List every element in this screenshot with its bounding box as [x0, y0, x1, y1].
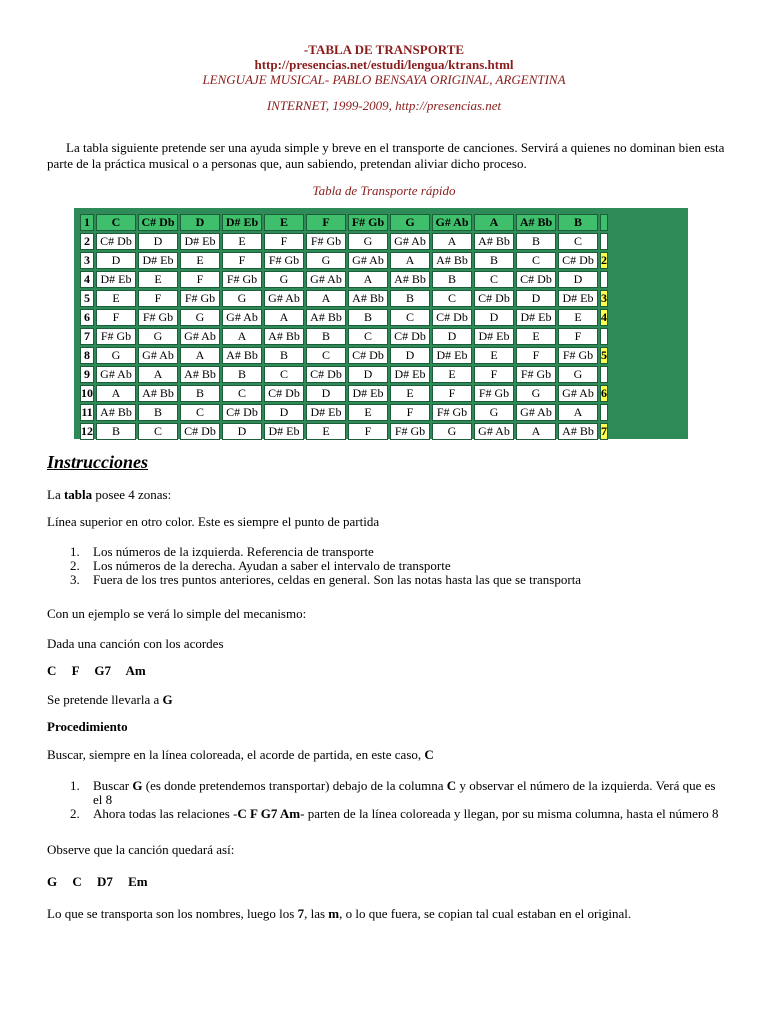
procedure-heading: Procedimiento: [47, 719, 128, 734]
note-cell: D# Eb: [96, 271, 136, 288]
note-cell: G: [390, 214, 430, 231]
note-cell: B: [558, 214, 598, 231]
note-cell: A: [306, 290, 346, 307]
note-cell: C: [516, 252, 556, 269]
note-cell: G# Ab: [390, 233, 430, 250]
note-cell: F: [558, 328, 598, 345]
note-cell: E: [474, 347, 514, 364]
note-cell: G: [264, 271, 304, 288]
note-cell: B: [96, 423, 136, 440]
note-cell: G: [180, 309, 220, 326]
note-cell: G: [558, 366, 598, 383]
note-cell: F# Gb: [180, 290, 220, 307]
note-cell: D# Eb: [474, 328, 514, 345]
final-line: Lo que se transporta son los nombres, luego los 7, las m, o lo que fuera, se copian tal cual estaban en el original.: [47, 906, 632, 921]
note-cell: C: [96, 214, 136, 231]
list-item: 2. Los números de la derecha. Ayudan a saber el intervalo de transporte: [70, 558, 451, 573]
note-cell: D: [516, 290, 556, 307]
note-cell: A# Bb: [264, 328, 304, 345]
note-cell: D: [348, 366, 388, 383]
note-cell: G: [516, 385, 556, 402]
note-cell: A: [516, 423, 556, 440]
interval-marker: 6: [601, 386, 607, 400]
note-cell: A: [432, 233, 472, 250]
note-cell: B: [348, 309, 388, 326]
row-number: 8: [80, 347, 94, 364]
note-cell: A# Bb: [558, 423, 598, 440]
table-row: [80, 347, 608, 364]
note-cell: F# Gb: [306, 233, 346, 250]
note-cell: D: [306, 385, 346, 402]
note-cell: C: [474, 271, 514, 288]
note-cell: D: [138, 233, 178, 250]
note-cell: D# Eb: [264, 423, 304, 440]
note-cell: F# Gb: [348, 214, 388, 231]
note-cell: E: [390, 385, 430, 402]
chords-transposed: G C D7 Em: [47, 874, 148, 889]
note-cell: D: [264, 404, 304, 421]
note-cell: A# Bb: [390, 271, 430, 288]
table-caption: Tabla de Transporte rápido: [312, 183, 456, 198]
note-cell: A: [390, 252, 430, 269]
note-cell: G: [306, 252, 346, 269]
note-cell: C# Db: [96, 233, 136, 250]
note-cell: F# Gb: [264, 252, 304, 269]
note-cell: D: [96, 252, 136, 269]
interval-marker: 7: [601, 424, 607, 438]
interval-marker: 5: [601, 348, 607, 362]
row-number: 6: [80, 309, 94, 326]
note-cell: C: [558, 233, 598, 250]
note-cell: A# Bb: [180, 366, 220, 383]
note-cell: A: [264, 309, 304, 326]
note-cell: F: [348, 423, 388, 440]
note-cell: F: [264, 233, 304, 250]
note-cell: C# Db: [474, 290, 514, 307]
note-cell: C: [390, 309, 430, 326]
note-cell: A: [222, 328, 262, 345]
row-number: 9: [80, 366, 94, 383]
note-cell: A# Bb: [516, 214, 556, 231]
empty-marker-cell: [600, 366, 608, 383]
note-cell: A: [180, 347, 220, 364]
note-cell: E: [222, 233, 262, 250]
note-cell: F: [138, 290, 178, 307]
interval-marker: 2: [601, 253, 607, 267]
note-cell: C: [306, 347, 346, 364]
note-cell: D# Eb: [138, 252, 178, 269]
note-cell: G# Ab: [516, 404, 556, 421]
note-cell: A# Bb: [432, 252, 472, 269]
row-number: 1: [80, 214, 94, 231]
note-cell: D# Eb: [222, 214, 262, 231]
note-cell: A: [96, 385, 136, 402]
note-cell: C: [180, 404, 220, 421]
note-cell: C: [432, 290, 472, 307]
intro-paragraph: La tabla siguiente pretende ser una ayuda simple y breve en el transporte de canciones. Servirá a quienes no dominan bien esta parte de la práctica musical o a personas que, aun sabiendo, pretendan aliviar dicho proceso.: [47, 140, 725, 171]
row-number: 11: [81, 405, 93, 419]
steps-list: [47, 779, 727, 821]
note-cell: C: [138, 423, 178, 440]
table-row: [80, 404, 608, 421]
note-cell: G# Ab: [474, 423, 514, 440]
note-cell: C# Db: [558, 252, 598, 269]
note-cell: D: [222, 423, 262, 440]
row-number: 4: [80, 271, 94, 288]
note-cell: C# Db: [264, 385, 304, 402]
note-cell: C# Db: [390, 328, 430, 345]
note-cell: E: [306, 423, 346, 440]
note-cell: C# Db: [138, 214, 178, 231]
note-cell: A# Bb: [138, 385, 178, 402]
note-cell: D# Eb: [306, 404, 346, 421]
row-number: 5: [80, 290, 94, 307]
note-cell: G: [138, 328, 178, 345]
list-item: 3. Fuera de los tres puntos anteriores, celdas en general. Son las notas hasta las que se transporta: [70, 572, 582, 587]
note-cell: F# Gb: [390, 423, 430, 440]
note-cell: C: [348, 328, 388, 345]
doc-title: -TABLA DE TRANSPORTE: [303, 42, 465, 57]
note-cell: G: [348, 233, 388, 250]
table-row: [80, 214, 608, 231]
doc-internet: INTERNET, 1999-2009, http://presencias.net: [266, 98, 502, 113]
note-cell: F# Gb: [138, 309, 178, 326]
note-cell: D: [432, 328, 472, 345]
note-cell: E: [180, 252, 220, 269]
note-cell: A# Bb: [474, 233, 514, 250]
note-cell: G: [222, 290, 262, 307]
note-cell: G# Ab: [222, 309, 262, 326]
note-cell: F# Gb: [432, 404, 472, 421]
observe-line: Observe que la canción quedará así:: [47, 842, 235, 857]
empty-marker-cell: [600, 404, 608, 421]
note-cell: D: [474, 309, 514, 326]
note-cell: E: [264, 214, 304, 231]
note-cell: C# Db: [432, 309, 472, 326]
row-number: 2: [80, 233, 94, 250]
note-cell: F: [306, 214, 346, 231]
note-cell: C# Db: [348, 347, 388, 364]
note-cell: D# Eb: [558, 290, 598, 307]
doc-url: http://presencias.net/estudi/lengua/ktrans.html: [254, 57, 514, 72]
note-cell: G: [474, 404, 514, 421]
note-cell: B: [138, 404, 178, 421]
instructions-heading: Instrucciones: [47, 452, 149, 472]
note-cell: B: [474, 252, 514, 269]
note-cell: G: [432, 423, 472, 440]
note-cell: G: [96, 347, 136, 364]
row-number: 3: [80, 252, 94, 269]
note-cell: F# Gb: [222, 271, 262, 288]
interval-marker: 4: [601, 310, 607, 324]
search-line: Buscar, siempre en la línea coloreada, el acorde de partida, en este caso, C: [47, 747, 434, 762]
table-row: [80, 309, 608, 326]
table-row: [80, 423, 608, 440]
note-cell: G# Ab: [306, 271, 346, 288]
note-cell: F: [180, 271, 220, 288]
note-cell: B: [432, 271, 472, 288]
note-cell: A# Bb: [348, 290, 388, 307]
note-cell: B: [516, 233, 556, 250]
target-line: Se pretende llevarla a G: [47, 692, 173, 707]
zones-list: [47, 545, 727, 587]
note-cell: C: [222, 385, 262, 402]
note-cell: G# Ab: [180, 328, 220, 345]
note-cell: C# Db: [180, 423, 220, 440]
table-row: [80, 290, 608, 307]
doc-author: LENGUAJE MUSICAL- PABLO BENSAYA ORIGINAL, ARGENTINA: [202, 72, 566, 87]
given-line: Dada una canción con los acordes: [47, 636, 224, 651]
note-cell: A: [138, 366, 178, 383]
note-cell: D# Eb: [390, 366, 430, 383]
note-cell: B: [264, 347, 304, 364]
note-cell: A# Bb: [306, 309, 346, 326]
note-cell: F: [222, 252, 262, 269]
note-cell: A# Bb: [222, 347, 262, 364]
note-cell: D: [558, 271, 598, 288]
note-cell: F: [96, 309, 136, 326]
note-cell: F: [432, 385, 472, 402]
note-cell: G# Ab: [432, 214, 472, 231]
row-number: 12: [81, 424, 93, 438]
transpose-table: [78, 212, 610, 442]
note-cell: A: [474, 214, 514, 231]
table-row: [80, 271, 608, 288]
note-cell: B: [180, 385, 220, 402]
note-cell: E: [138, 271, 178, 288]
note-cell: G# Ab: [96, 366, 136, 383]
note-cell: G# Ab: [264, 290, 304, 307]
note-cell: C: [264, 366, 304, 383]
note-cell: D# Eb: [180, 233, 220, 250]
table-row: [80, 366, 608, 383]
transpose-table-frame: [74, 208, 688, 439]
row-number: 7: [80, 328, 94, 345]
note-cell: A: [348, 271, 388, 288]
note-cell: F: [474, 366, 514, 383]
row-number: 10: [81, 386, 93, 400]
empty-marker-cell: [600, 271, 608, 288]
note-cell: A: [558, 404, 598, 421]
example-line: Con un ejemplo se verá lo simple del mecanismo:: [47, 606, 307, 621]
note-cell: D# Eb: [348, 385, 388, 402]
note-cell: C# Db: [222, 404, 262, 421]
empty-marker-cell: [600, 328, 608, 345]
note-cell: F# Gb: [516, 366, 556, 383]
note-cell: C# Db: [516, 271, 556, 288]
list-item: 1. Buscar G (es donde pretendemos transportar) debajo de la columna C y observar el número de la izquierda. Verá que es el 8: [70, 778, 716, 807]
empty-marker-cell: [600, 214, 608, 231]
empty-marker-cell: [600, 233, 608, 250]
note-cell: G# Ab: [348, 252, 388, 269]
note-cell: F: [390, 404, 430, 421]
note-cell: D: [390, 347, 430, 364]
table-row: [80, 385, 608, 402]
note-cell: D# Eb: [516, 309, 556, 326]
table-row: [80, 252, 608, 269]
note-cell: F# Gb: [96, 328, 136, 345]
list-item: 2. Ahora todas las relaciones -C F G7 Am- parten de la línea coloreada y llegan, por su misma columna, hasta el número 8: [70, 806, 719, 821]
note-cell: F: [516, 347, 556, 364]
table-row: [80, 233, 608, 250]
interval-marker: 3: [601, 291, 607, 305]
note-cell: F# Gb: [558, 347, 598, 364]
note-cell: F# Gb: [474, 385, 514, 402]
note-cell: G# Ab: [558, 385, 598, 402]
list-item: 1. Los números de la izquierda. Referencia de transporte: [70, 544, 374, 559]
note-cell: E: [558, 309, 598, 326]
table-row: [80, 328, 608, 345]
zones-line: La tabla posee 4 zonas:: [47, 487, 172, 502]
note-cell: B: [222, 366, 262, 383]
note-cell: B: [390, 290, 430, 307]
note-cell: A# Bb: [96, 404, 136, 421]
note-cell: D: [180, 214, 220, 231]
note-cell: C# Db: [306, 366, 346, 383]
note-cell: G# Ab: [138, 347, 178, 364]
note-cell: E: [516, 328, 556, 345]
zone-intro: Línea superior en otro color. Este es siempre el punto de partida: [47, 514, 380, 529]
note-cell: D# Eb: [432, 347, 472, 364]
chords-original: C F G7 Am: [47, 663, 146, 678]
note-cell: E: [96, 290, 136, 307]
note-cell: E: [348, 404, 388, 421]
note-cell: E: [432, 366, 472, 383]
note-cell: B: [306, 328, 346, 345]
